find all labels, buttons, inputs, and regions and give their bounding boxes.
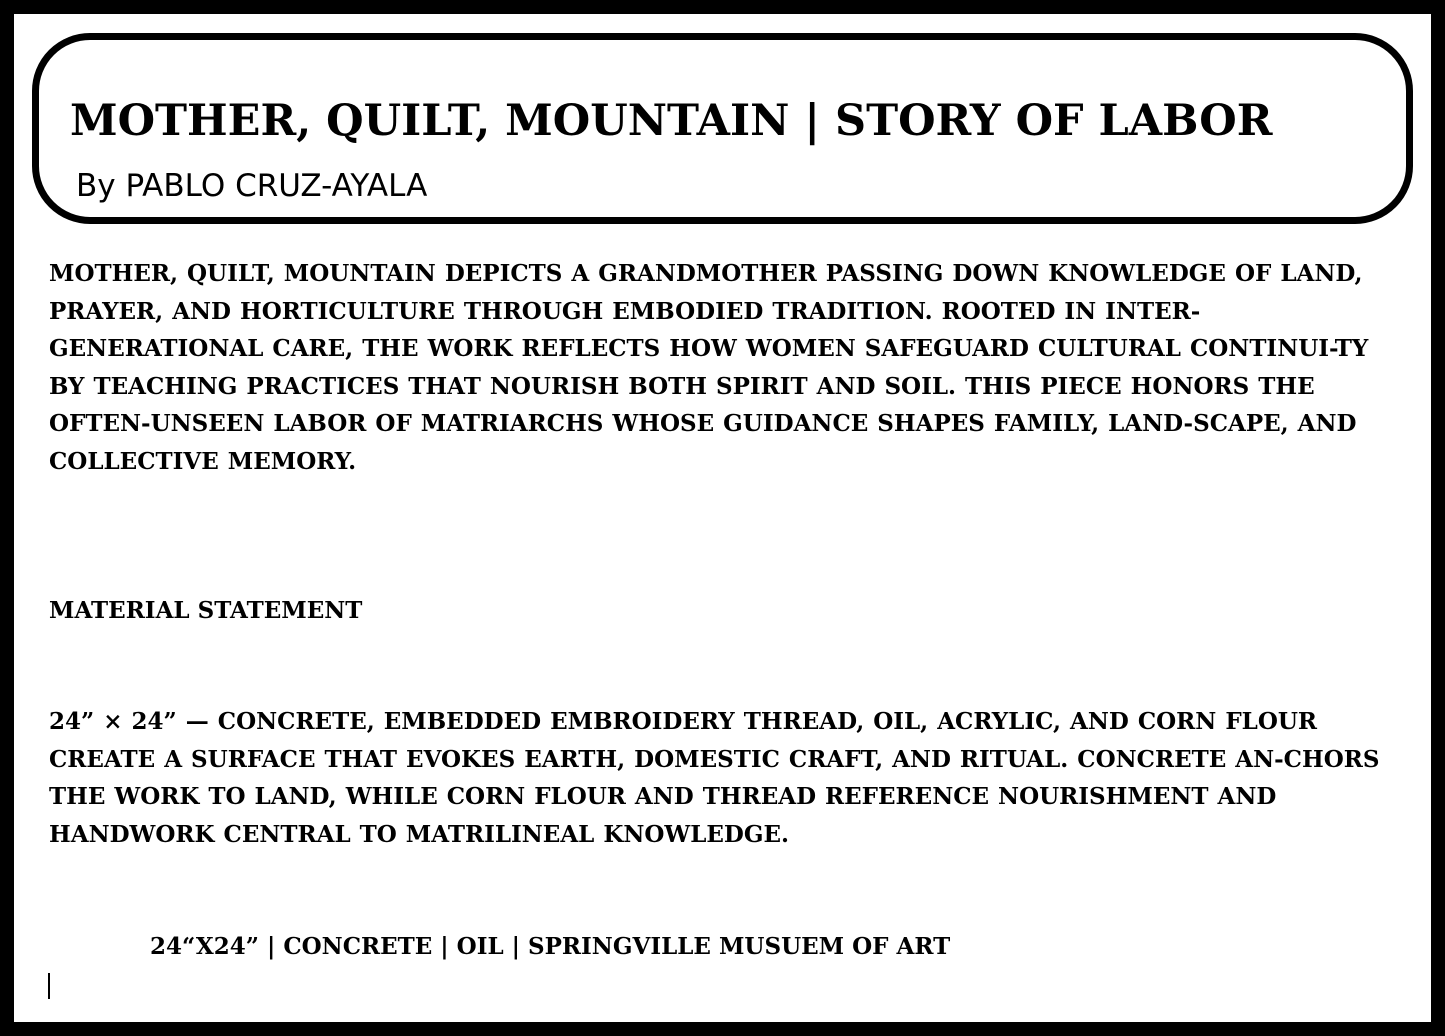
text-cursor[interactable] [48,973,50,999]
artwork-description: MOTHER, QUILT, MOUNTAIN DEPICTS A GRANDMOTHER PASSING DOWN KNOWLEDGE OF LAND, PRAYER, AND HORTICULTURE THROUGH EMBODIED TRADITION. ROOTED IN INTER-GENERATIONAL CARE, THE WORK REFLECTS HOW WOMEN SAFEGUARD CULTURAL CONTINUI-TY BY TEACHING PRACTICES THAT NOURISH BOTH SPIRIT AND SOIL. THIS PIECE HONORS THE OFTEN-UNSEEN LABOR OF MATRIARCHS WHOSE GUIDANCE SHAPES FAMILY, LAND-SCAPE, AND COLLECTIVE MEMORY. [49,260,1369,475]
material-statement-heading: MATERIAL STATEMENT [49,597,363,624]
artwork-title: MOTHER, QUILT, MOUNTAIN | STORY OF LABOR [70,96,1273,146]
artwork-details-line: 24“X24” | CONCRETE | OIL | SPRINGVILLE MUSUEM OF ART [150,933,951,960]
artist-byline: By PABLO CRUZ-AYALA [76,168,428,204]
material-statement-text: 24” × 24” — CONCRETE, EMBEDDED EMBROIDERY THREAD, OIL, ACRYLIC, AND CORN FLOUR CREATE A SURFACE THAT EVOKES EARTH, DOMESTIC CRAFT, AND RITUAL. CONCRETE AN-CHORS THE WORK TO LAND, WHILE CORN FLOUR AND THREAD REFERENCE NOURISHMENT AND HANDWORK CENTRAL TO MATRILINEAL KNOWLEDGE. [49,708,1380,848]
